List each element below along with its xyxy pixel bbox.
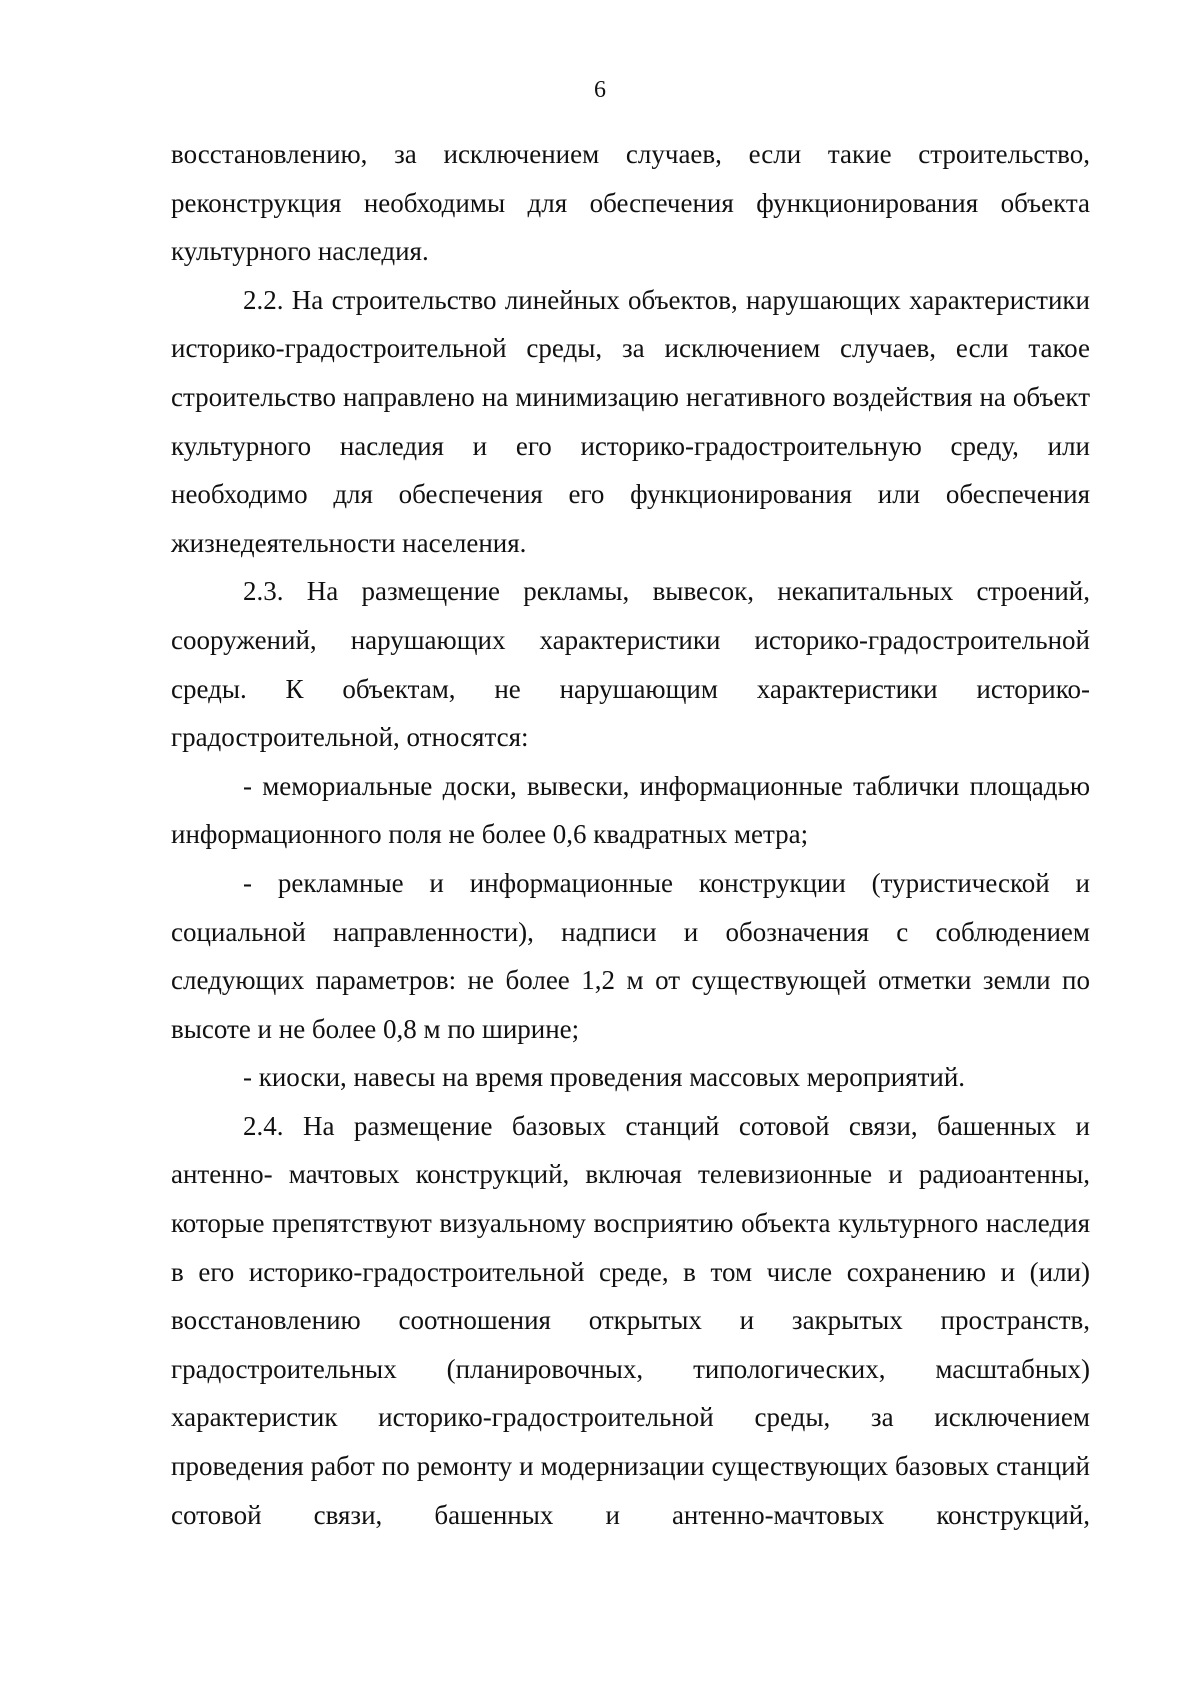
paragraph-2-2: 2.2. На строительство линейных объектов, нарушающих характеристики историко-градостроительной среды, за исключением случаев, если такое строительство направлено на минимизацию негативного воздействия на объект культурного наследия и его историко-градостроительную среду, или необходимо для обеспечения его функционирования или обеспечения жизнедеятельности населения.: [171, 284, 1090, 558]
list-item-memorial-plaques: - мемориальные доски, вывески, информационные таблички площадью информационного поля не более 0,6 квадратных метра;: [171, 770, 1090, 850]
paragraph-2-4: 2.4. На размещение базовых станций сотовой связи, башенных и антенно- мачтовых конструкций, включая телевизионные и радиоантенны, которые препятствуют визуальному восприятию объекта культурного наследия в его историко-градостроительной среде, в том числе сохранению и (или) восстановлению соотношения открытых и закрытых пространств, градостроительных (планировочных, типологических, масштабных) характеристик историко-градостроительной среды, за исключением проведения работ по ремонту и модернизации существующих базовых станций сотовой связи, башенных и антенно-мачтовых конструкций,: [171, 1110, 1090, 1530]
paragraph-2-3: 2.3. На размещение рекламы, вывесок, некапитальных строений, сооружений, нарушающих характеристики историко-градостроительной среды. К объектам, не нарушающим характеристики историко-градостроительной, относятся:: [171, 576, 1090, 753]
list-item-kiosks: - киоски, навесы на время проведения массовых мероприятий.: [243, 1062, 966, 1093]
list-item-advertising-structures: - рекламные и информационные конструкции (туристической и социальной направленности), надписи и обозначения с соблюдением следующих параметров: не более 1,2 м от существующей отметки земли по высоте и не более 0,8 м по ширине;: [171, 867, 1090, 1044]
page-number: 6: [594, 77, 606, 103]
paragraph-continuation: восстановлению, за исключением случаев, если такие строительство, реконструкция необходимы для обеспечения функционирования объекта культурного наследия.: [171, 139, 1090, 267]
document-body: [171, 130, 1090, 1539]
